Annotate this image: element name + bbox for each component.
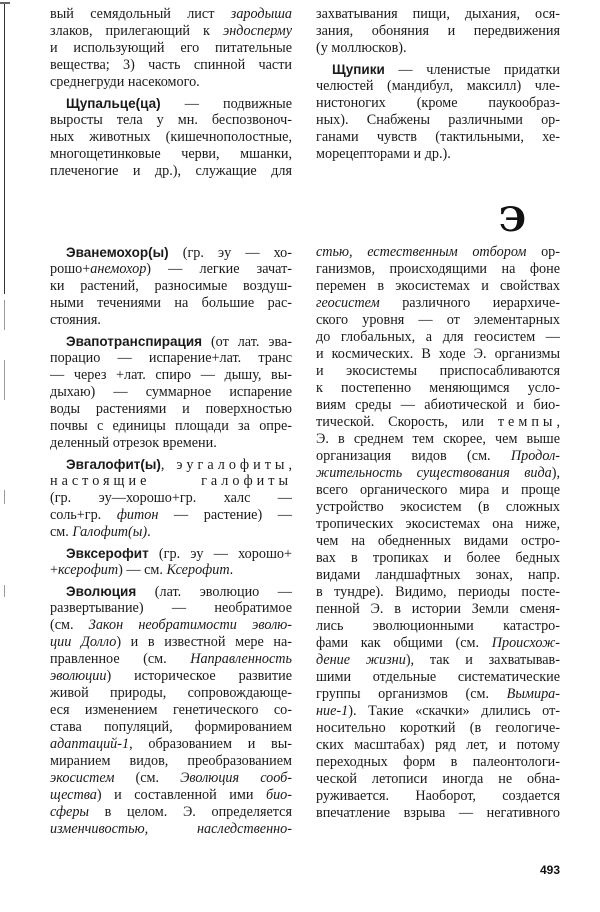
text-line: Эвгалофит(ы), эугалофиты, [66, 457, 292, 473]
text-line: развертывание) — необратимое [50, 600, 292, 616]
text-line: чем на обедненных видами остро- [316, 533, 560, 549]
entry-term: Эванемохор(ы) [66, 245, 169, 260]
dictionary-entry [50, 244, 292, 329]
continuation-text [50, 6, 292, 91]
margin-mark [4, 300, 5, 330]
text-line: става популяций, формированием [50, 719, 292, 735]
text-line: (см. Закон необратимости эволю- [50, 617, 293, 633]
text-line: воды растениями и поверхностью [50, 401, 292, 417]
text-line: виям среды — абиотической и био- [316, 397, 560, 413]
text-line: (гр. эу—хорошо+гр. халс — [50, 490, 292, 506]
text-line: впечатление взрыва — негативного [316, 805, 560, 821]
text-line: Эвапотранспирация (от лат. эва- [66, 334, 292, 350]
text-line: и использующий его питательные [50, 40, 292, 56]
text-line: Эволюция (лат. эволюцио — [66, 584, 292, 600]
text-line: и космических. В ходе Э. организмы [316, 346, 560, 362]
text-line: — через +лат. спиро — дышу, вы- [50, 367, 292, 383]
text-line: стью, естественным отбором ор- [316, 244, 560, 260]
dictionary-entry [50, 545, 292, 579]
text-line: ции Долло) и в известной мере на- [50, 634, 293, 650]
text-line: ских масштабах) ряд лет, и потому [316, 737, 560, 753]
text-line: тической. Скорость, или темпы, [316, 414, 560, 430]
dictionary-entry [50, 333, 292, 452]
entry-term: Эволюция [66, 584, 137, 599]
right-column-bottom [316, 244, 560, 822]
entry-term: Эвксерофит [66, 546, 149, 561]
text-line: миранием видов, преобразованием [50, 753, 292, 769]
entry-shchupalce: Щупальце(ца) — подвижные выросты тела у мн. беспозвоноч- ных животных (кишечнополостные, многощетинковые черви, мшанки, плеченогие и др.), служащие для [50, 96, 292, 179]
text-line: сферы в целом. Э. определяется [50, 804, 292, 820]
text-line: деленный отрезок времени. [50, 435, 217, 451]
text-line: геосистем различного иерархиче- [316, 295, 560, 311]
margin-rule-cap [0, 2, 10, 4]
text-line: дыхаю) — суммарное испарение [50, 384, 292, 400]
text-line: группы организмов (см. Вымира- [316, 686, 560, 702]
margin-rule [4, 4, 5, 294]
text-line: вах в тропиках и более бедных [316, 550, 560, 566]
text-line: стояния. [50, 312, 101, 328]
text-line: настоящие галофиты [50, 473, 292, 489]
dictionary-entry [50, 583, 292, 838]
entry-term: Эвгалофит(ы) [66, 457, 161, 472]
entry-term: Щупальце(ца) [66, 96, 161, 111]
left-column-bottom [50, 244, 292, 838]
text-line: правленное (см. Направленность [50, 651, 292, 667]
text-line: носительно короткий (в геологиче- [316, 720, 560, 736]
text-line: в тундре). Видимо, периоды посте- [316, 584, 560, 600]
text-line: злаков, прилегающий к эндосперму [50, 23, 292, 39]
text-line: соль+гр. фитон — растение) — [50, 507, 292, 523]
right-column-top: захватывания пищи, дыхания, ося- зания, обоняния и передвижения (у моллюсков). Щупики — членистые придатки челюстей (мандибул, максилл) чле- нистоногих (кроме паукообраз- ных). Снабжены различными ор- ганами чувств (тактильными, хе- морецепторами и др.). [316, 6, 560, 162]
text-line: пенной Э. в истории Земли сменя- [316, 601, 560, 617]
text-line: рошо+анемохор) — легкие зачат- [50, 261, 292, 277]
text-line: Эвксерофит (гр. эу — хорошо+ [66, 546, 292, 562]
text-line: живой природы, сопровождающе- [50, 685, 292, 701]
text-line: ными течениями на большие рас- [50, 295, 292, 311]
text-line: см. Галофит(ы). [50, 524, 151, 540]
text-line: эволюции) историческое развитие [50, 668, 292, 684]
text-line: переходных форм в палеонтологи- [316, 754, 560, 770]
text-line: Эванемохор(ы) (гр. эу — хо- [66, 245, 292, 261]
text-line: фами как общими (см. Происхож- [316, 635, 560, 651]
dictionary-entry [50, 456, 292, 541]
text-line: Э. в среднем тем скорее, чем выше [316, 431, 560, 447]
text-line: почвы с единицы площади за опре- [50, 418, 292, 434]
margin-mark [4, 490, 5, 504]
left-column-top [50, 6, 292, 180]
text-line: вещества; 3) часть спинной части [50, 57, 292, 73]
text-line: до глобальных, а для геосистем — [316, 329, 560, 345]
text-line: адаптаций-1, образованием и вы- [50, 736, 292, 752]
text-line: устройство экосистем (в сложных [316, 499, 560, 515]
margin-mark [4, 585, 5, 597]
text-line: щества) и составленной ими био- [50, 787, 292, 803]
entry-shchupiki: Щупики — членистые придатки челюстей (мандибул, максилл) чле- нистоногих (кроме паукообраз- ных). Снабжены различными ор- ганами чувств (тактильными, хе- морецепторами и др.). [316, 62, 560, 162]
text-line: +ксерофит) — см. Ксерофит. [50, 562, 234, 578]
page-number: 493 [540, 863, 561, 877]
entry-term: Эвапотранспирация [66, 334, 203, 349]
text-line: перемен в экосистемах и свойствах [316, 278, 560, 294]
text-line: ческой летописи иногда не обна- [316, 771, 560, 787]
text-line: видами ландшафтных зонах, напр. [316, 567, 560, 583]
text-line: еся изменением генетического со- [50, 702, 292, 718]
text-line: лись эволюционными катастро- [316, 618, 560, 634]
text-line: изменчивостью, наследственно- [50, 821, 292, 837]
text-line: вый семядольный лист зародыша [50, 6, 292, 22]
text-line: среднегруди насекомого. [50, 74, 200, 90]
text-line: руживается. Наоборот, создается [316, 788, 560, 804]
text-line: ки растений, разносимые воздуш- [50, 278, 292, 294]
text-line: к постепенно меняющимся усло- [316, 380, 560, 396]
text-line: жительность существования вида), [316, 465, 560, 481]
text-line: организация видов (см. Продол- [316, 448, 560, 464]
text-line: дение жизни), так и захватывав- [316, 652, 560, 668]
text-line: тропических экосистемах она ниже, [316, 516, 560, 532]
text-line: и экосистемы приспосабливаются [316, 363, 560, 379]
text-line: экосистем (см. Эволюция сооб- [50, 770, 292, 786]
margin-mark [4, 360, 5, 400]
text-line: порацио — испарение+лат. транс [50, 350, 292, 366]
text-line: ние-1). Такие «скачки» длились от- [316, 703, 560, 719]
text-line: ганизмов, происходящими на фоне [316, 261, 560, 277]
text-line: шими отдельные систематические [316, 669, 560, 685]
text-line: всего органического мира и проще [316, 482, 560, 498]
text-line: ского уровня — от элементарных [316, 312, 560, 328]
section-letter: Э [499, 200, 527, 240]
entry-term: Щупики [332, 62, 385, 77]
